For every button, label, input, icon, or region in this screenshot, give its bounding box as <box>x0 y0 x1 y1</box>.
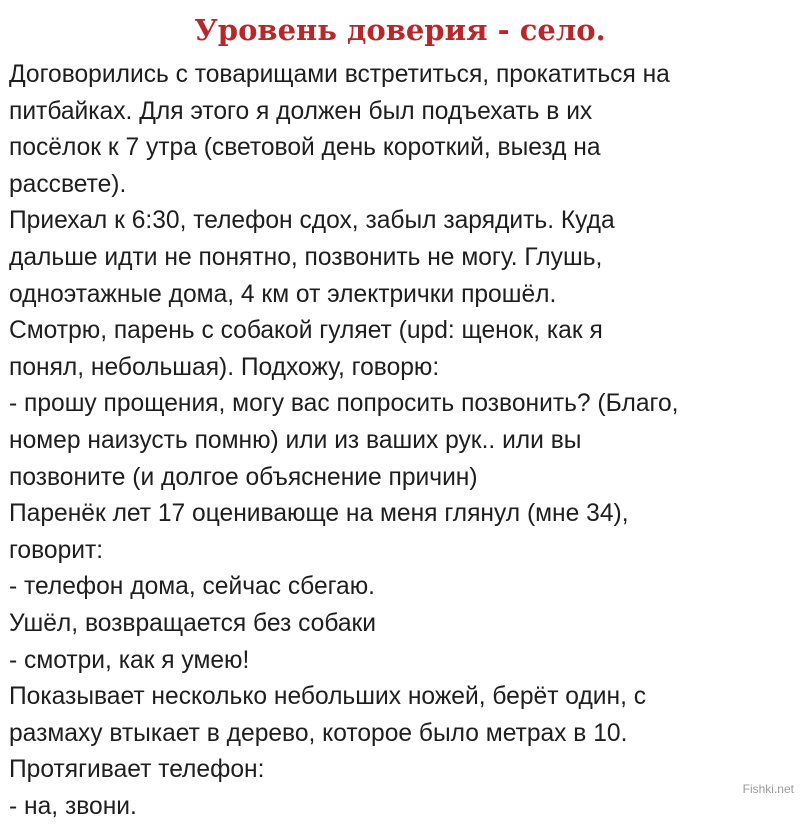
text-line: говорит: <box>9 536 104 564</box>
text-line: Протягивает телефон: <box>9 756 265 784</box>
post-title: Уровень доверия - село. <box>194 13 606 47</box>
text-line: Паренёк лет 17 оценивающе на меня глянул (мне 34), <box>9 500 629 528</box>
site-watermark: Fishki.net <box>742 782 794 796</box>
text-line: позвоните (и долгое объяснение причин) <box>9 463 478 491</box>
text-line: дальше идти не понятно, позвонить не могу. Глушь, <box>9 243 603 271</box>
story-text <box>9 57 794 825</box>
text-line: Приехал к 6:30, телефон сдох, забыл зарядить. Куда <box>9 207 615 235</box>
text-line: - смотри, как я умею! <box>9 646 250 674</box>
text-line: номер наизусть помню) или из ваших рук.. или вы <box>9 426 582 454</box>
text-line: Смотрю, парень с собакой гуляет (upd: щенок, как я <box>9 317 603 345</box>
text-line: Ушёл, возвращается без собаки <box>9 609 377 637</box>
text-line: понял, небольшая). Подхожу, говорю: <box>9 353 440 381</box>
text-line: одноэтажные дома, 4 км от электрички прошёл. <box>9 280 557 308</box>
text-line: Показывает несколько небольших ножей, берёт один, с <box>9 683 647 711</box>
text-line: - на, звони. <box>9 792 137 820</box>
text-line: рассвете). <box>9 170 127 198</box>
text-line: посёлок к 7 утра (световой день короткий, выезд на <box>9 134 601 162</box>
text-line: - телефон дома, сейчас сбегаю. <box>9 573 376 601</box>
text-line: питбайках. Для этого я должен был подъехать в их <box>9 97 593 125</box>
text-line: Договорились с товарищами встретиться, прокатиться на <box>9 61 670 88</box>
text-line: размаху втыкает в дерево, которое было метрах в 10. <box>9 719 628 747</box>
text-line: - прошу прощения, могу вас попросить позвонить? (Благо, <box>9 390 679 418</box>
